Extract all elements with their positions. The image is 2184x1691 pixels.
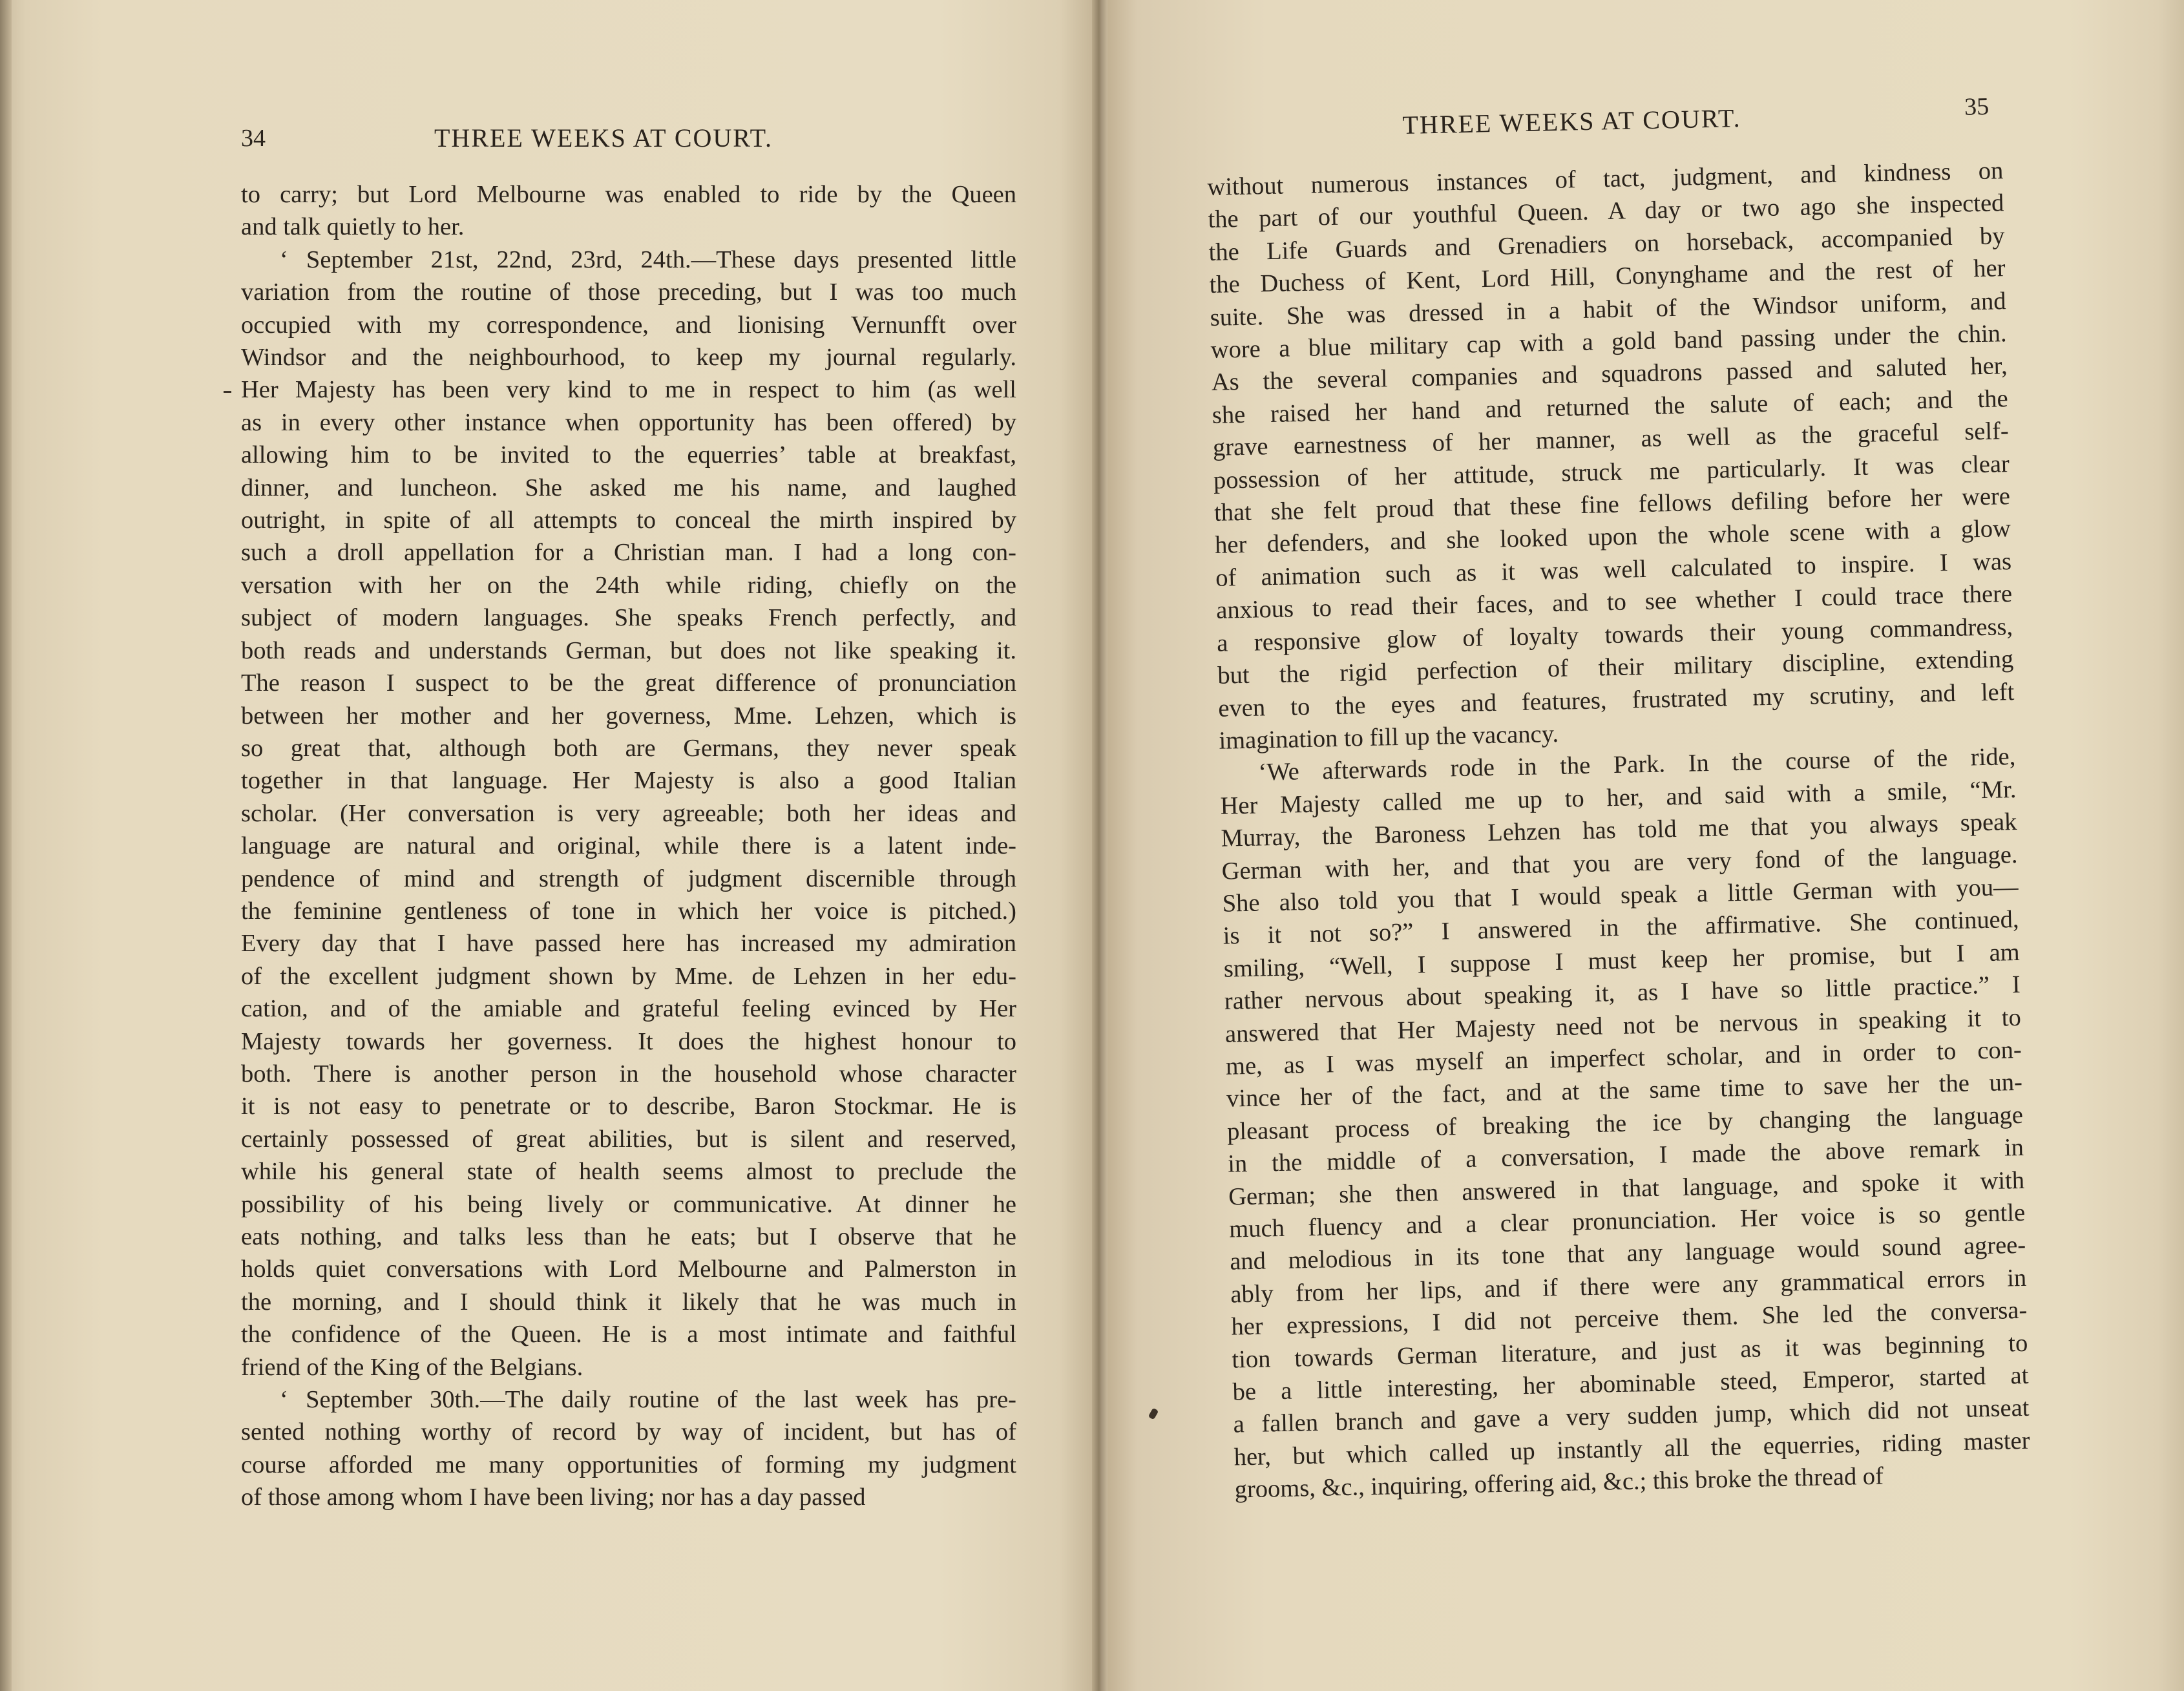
text-line: Murray, the Baroness Lehzen has told me that you always speak xyxy=(1221,808,2017,852)
page-number: 35 xyxy=(1964,92,1990,121)
text-line: Windsor and the neighbourhood, to keep my journal regularly. xyxy=(241,344,1016,372)
text-line: of the excellent judgment shown by Mme. de Lehzen in her edu- xyxy=(241,962,1016,990)
text-line: but the rigid perfection of their military discipline, extending xyxy=(1217,646,2014,689)
text-line: smiling, “Well, I suppose I must keep her promise, but I am xyxy=(1223,938,2021,983)
text-line: cation, and of the amiable and grateful feeling evinced by Her xyxy=(241,995,1016,1023)
text-line: pleasant process of breaking the ice by changing the language xyxy=(1226,1101,2024,1146)
text-line: without numerous instances of tact, judgment, and kindness on xyxy=(1207,157,2004,201)
text-line: of those among whom I have been living; nor has a day passed xyxy=(241,1484,866,1511)
text-line: a responsive glow of loyalty towards their young commandress, xyxy=(1216,613,2013,657)
text-line: occupied with my correspondence, and lionising Vernunfft over xyxy=(241,311,1016,339)
text-line: and talk quietly to her. xyxy=(241,213,465,241)
text-line: both reads and understands German, but does not like speaking it. xyxy=(241,636,1016,664)
text-line: of animation such as it was well calculated to inspire. I was xyxy=(1215,547,2012,592)
text-line: together in that language. Her Majesty is also a good Italian xyxy=(241,767,1016,795)
text-line: she raised her hand and returned the salute of each; and the xyxy=(1212,384,2009,429)
book-gutter xyxy=(1092,0,1108,1691)
text-line: outright, in spite of all attempts to conceal the mirth inspired by xyxy=(241,507,1016,534)
text-line: ably from her lips, and if there were any grammatical errors in xyxy=(1230,1264,2027,1308)
text-line: German with her, and that you are very fond of the language. xyxy=(1221,841,2018,885)
running-header: THREE WEEKS AT COURT. xyxy=(1402,103,1741,140)
text-line: sented nothing worthy of record by way of incident, but has of xyxy=(241,1418,1016,1446)
text-line: subject of modern languages. She speaks French perfectly, and xyxy=(241,604,1016,632)
text-line: be a little interesting, her abominable steed, Emperor, started at xyxy=(1232,1361,2029,1406)
text-line: grave earnestness of her manner, as well as the graceful self- xyxy=(1212,417,2010,462)
text-line: to carry; but Lord Melbourne was enabled to ride by the Queen xyxy=(241,181,1016,208)
text-line: the feminine gentleness of tone in which her voice is pitched.) xyxy=(241,897,1016,925)
text-line: course afforded me many opportunities of forming my judgment xyxy=(241,1451,1016,1478)
page-number: 34 xyxy=(241,125,266,152)
text-line: Her Majesty called me up to her, and said with a smile, “Mr. xyxy=(1220,775,2017,820)
text-line: is it not so?” I answered in the affirmative. She continued, xyxy=(1223,906,2019,951)
text-line: anxious to read their faces, and to see whether I could trace there xyxy=(1215,580,2013,625)
text-line: possession of her attitude, struck me particularly. It was clear xyxy=(1213,450,2010,494)
text-line: a fallen branch and gave a very sudden jump, which did not unseat xyxy=(1233,1394,2030,1439)
text-line: imagination to fill up the vacancy. xyxy=(1219,720,1559,755)
text-line: the morning, and I should think it likely that he was much in xyxy=(241,1288,1016,1316)
text-line: ‘ September 21st, 22nd, 23rd, 24th.—These days presented little xyxy=(280,246,1016,273)
text-line: friend of the King of the Belgians. xyxy=(241,1353,583,1381)
text-line: eats nothing, and talks less than he eats; but I observe that he xyxy=(241,1223,1016,1250)
text-line: holds quiet conversations with Lord Melbourne and Palmerston in xyxy=(241,1255,1016,1283)
text-line: German; she then answered in that language, and spoke it with xyxy=(1228,1166,2025,1211)
text-line: allowing him to be invited to the equerries’ table at breakfast, xyxy=(241,441,1016,469)
text-line: wore a blue military cap with a gold band passing under the chin. xyxy=(1210,320,2007,364)
text-line: the Duchess of Kent, Lord Hill, Conynghame and the rest of her xyxy=(1209,255,2006,299)
text-line: ‘ September 30th.—The daily routine of the last week has pre- xyxy=(280,1386,1016,1414)
text-line: ‘We afterwards rode in the Park. In the course of the ride, xyxy=(1258,743,2016,786)
page-edge xyxy=(0,0,12,1691)
text-line: Her Majesty has been very kind to me in respect to him (as well xyxy=(241,376,1016,404)
text-line: her, but which called up instantly all the equerries, riding master xyxy=(1234,1427,2030,1471)
running-header: THREE WEEKS AT COURT. xyxy=(434,123,773,152)
text-line: grooms, &c., inquiring, offering aid, &c.; this broke the thread of xyxy=(1234,1462,1884,1504)
text-line: her defenders, and she looked upon the whole scene with a glow xyxy=(1214,515,2011,560)
text-line: Every day that I have passed here has increased my admiration xyxy=(241,930,1016,958)
text-line: me, as I was myself an imperfect scholar, and in order to con- xyxy=(1225,1036,2022,1080)
text-line: The reason I suspect to be the great difference of pronunciation xyxy=(241,669,1016,697)
text-line: scholar. (Her conversation is very agreeable; both her ideas and xyxy=(241,799,1016,827)
text-line: dinner, and luncheon. She asked me his name, and laughed xyxy=(241,474,1016,501)
text-line: the part of our youthful Queen. A day or two ago she inspected xyxy=(1208,189,2004,234)
text-line: She also told you that I would speak a little German with you— xyxy=(1222,873,2019,918)
right-body-text xyxy=(1207,154,2031,1506)
text-line: and melodious in its tone that any language would sound agree- xyxy=(1229,1232,2026,1276)
text-line: rather nervous about speaking it, as I have so little practice.” I xyxy=(1224,971,2021,1015)
text-line: vince her of the fact, and at the same time to save her the un- xyxy=(1226,1069,2023,1113)
left-body-text xyxy=(241,178,1016,1514)
text-line: suite. She was dressed in a habit of the Windsor uniform, and xyxy=(1210,287,2006,331)
text-line: pendence of mind and strength of judgment discernible through xyxy=(241,865,1016,892)
text-line: between her mother and her governess, Mme. Lehzen, which is xyxy=(241,702,1016,730)
text-line: her expressions, I did not perceive them. She led the conversa- xyxy=(1231,1297,2028,1341)
text-line: Majesty towards her governess. It does the highest honour to xyxy=(241,1027,1016,1055)
right-header-row xyxy=(1402,92,2049,149)
text-line: versation with her on the 24th while riding, chiefly on the xyxy=(241,571,1016,599)
text-line: that she felt proud that these fine fellows defiling before her were xyxy=(1213,483,2011,527)
text-line: language are natural and original, while there is a latent inde- xyxy=(241,832,1016,860)
text-line: tion towards German literature, and just as it was beginning to xyxy=(1232,1329,2028,1374)
text-line: much fluency and a clear pronunciation. Her voice is so gentle xyxy=(1228,1199,2026,1243)
text-line: as in every other instance when opportunity has been offered) by xyxy=(241,408,1016,436)
ink-blot xyxy=(1148,1408,1159,1420)
text-line: possibility of his being lively or communicative. At dinner he xyxy=(241,1190,1016,1218)
text-line: the Life Guards and Grenadiers on horseback, accompanied by xyxy=(1208,222,2005,266)
text-line: even to the eyes and features, frustrated my scrutiny, and left xyxy=(1217,678,2015,722)
text-line: so great that, although both are Germans, they never speak xyxy=(241,734,1016,762)
text-line: certainly possessed of great abilities, but is silent and reserved, xyxy=(241,1125,1016,1153)
text-line: the confidence of the Queen. He is a most intimate and faithful xyxy=(241,1321,1016,1349)
text-line: such a droll appellation for a Christian man. I had a long con- xyxy=(241,539,1016,567)
text-line: answered that Her Majesty need not be nervous in speaking it to xyxy=(1224,1003,2022,1048)
text-line: while his general state of health seems almost to preclude the xyxy=(241,1158,1016,1186)
text-line: As the several companies and squadrons passed and saluted her, xyxy=(1211,352,2008,397)
text-line: variation from the routine of those preceding, but I was too much xyxy=(241,278,1016,306)
right-page xyxy=(1098,0,2184,1691)
text-line: in the middle of a conversation, I made the above remark in xyxy=(1227,1134,2024,1178)
text-line: both. There is another person in the household whose character xyxy=(241,1060,1016,1087)
margin-mark xyxy=(224,391,231,393)
text-line: it is not easy to penetrate or to describe, Baron Stockmar. He is xyxy=(241,1093,1016,1120)
